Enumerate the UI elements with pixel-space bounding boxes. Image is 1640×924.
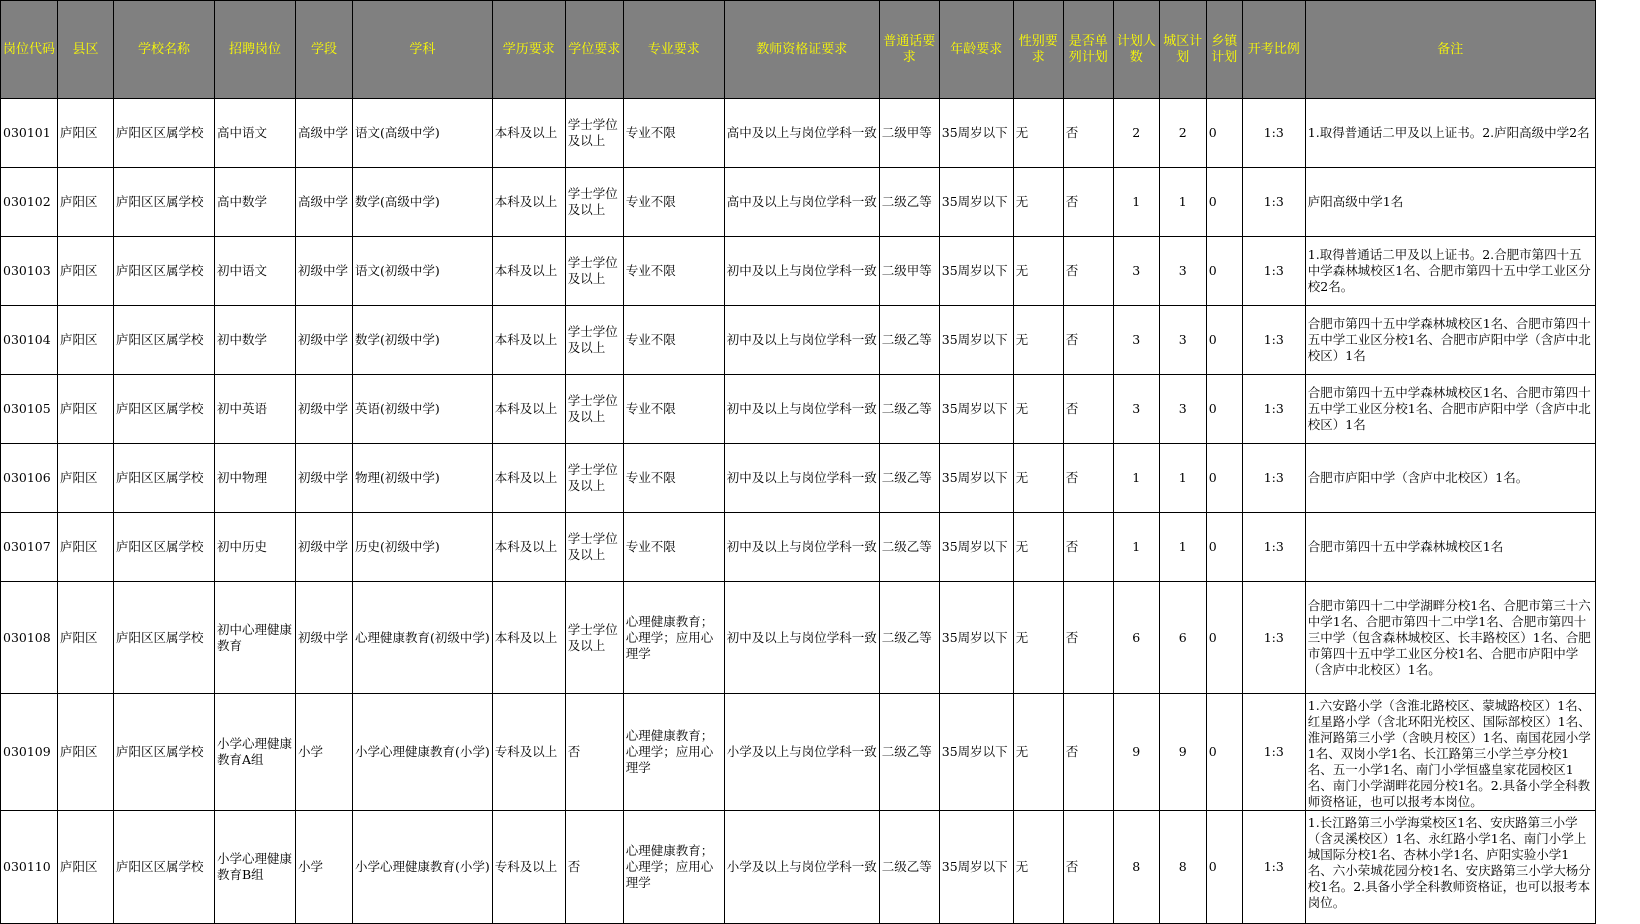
- cell-major: 专业不限: [623, 237, 724, 306]
- cell-school: 庐阳区区属学校: [114, 811, 215, 924]
- header-cell: 学历要求: [492, 1, 565, 99]
- cell-exam-ratio: 1:3: [1242, 99, 1305, 168]
- cell-separate-plan: 否: [1063, 513, 1113, 582]
- cell-degree: 否: [565, 811, 623, 924]
- cell-gender: 无: [1013, 513, 1063, 582]
- cell-stage: 小学: [296, 811, 353, 924]
- cell-degree: 否: [565, 694, 623, 811]
- cell-education: 本科及以上: [492, 237, 565, 306]
- cell-subject: 小学心理健康教育(小学): [353, 694, 493, 811]
- cell-education: 本科及以上: [492, 99, 565, 168]
- cell-certificate: 高中及以上与岗位学科一致: [724, 168, 879, 237]
- cell-position: 初中物理: [215, 444, 296, 513]
- cell-major: 专业不限: [623, 444, 724, 513]
- header-cell: 性别要求: [1013, 1, 1063, 99]
- header-cell: 专业要求: [623, 1, 724, 99]
- cell-subject: 历史(初级中学): [353, 513, 493, 582]
- cell-degree: 学士学位及以上: [565, 444, 623, 513]
- cell-remarks: 合肥市第四十五中学森林城校区1名: [1305, 513, 1595, 582]
- cell-plan-count: 3: [1113, 237, 1159, 306]
- cell-remarks: 庐阳高级中学1名: [1305, 168, 1595, 237]
- cell-exam-ratio: 1:3: [1242, 444, 1305, 513]
- cell-code: 030108: [1, 582, 58, 694]
- cell-subject: 英语(初级中学): [353, 375, 493, 444]
- cell-exam-ratio: 1:3: [1242, 237, 1305, 306]
- cell-major: 心理健康教育；心理学；应用心理学: [623, 811, 724, 924]
- cell-major: 专业不限: [623, 168, 724, 237]
- cell-age: 35周岁以下: [939, 811, 1013, 924]
- cell-remarks: 1.取得普通话二甲及以上证书。2.庐阳高级中学2名: [1305, 99, 1595, 168]
- cell-age: 35周岁以下: [939, 444, 1013, 513]
- cell-district: 庐阳区: [58, 99, 114, 168]
- cell-subject: 小学心理健康教育(小学): [353, 811, 493, 924]
- table-row: [1, 99, 1596, 168]
- cell-plan-count: 9: [1113, 694, 1159, 811]
- cell-subject: 语文(高级中学): [353, 99, 493, 168]
- cell-major: 心理健康教育；心理学；应用心理学: [623, 694, 724, 811]
- cell-exam-ratio: 1:3: [1242, 168, 1305, 237]
- cell-plan-count: 2: [1113, 99, 1159, 168]
- cell-township-plan: 0: [1206, 237, 1242, 306]
- table-row: [1, 694, 1596, 811]
- cell-code: 030103: [1, 237, 58, 306]
- cell-township-plan: 0: [1206, 306, 1242, 375]
- cell-education: 本科及以上: [492, 444, 565, 513]
- cell-remarks: 1.取得普通话二甲及以上证书。2.合肥市第四十五中学森林城校区1名、合肥市第四十五中学工业区分校2名。: [1305, 237, 1595, 306]
- cell-gender: 无: [1013, 694, 1063, 811]
- cell-school: 庐阳区区属学校: [114, 694, 215, 811]
- cell-stage: 初级中学: [296, 306, 353, 375]
- table-row: [1, 237, 1596, 306]
- cell-plan-count: 8: [1113, 811, 1159, 924]
- cell-district: 庐阳区: [58, 375, 114, 444]
- cell-gender: 无: [1013, 99, 1063, 168]
- cell-education: 本科及以上: [492, 375, 565, 444]
- cell-urban-plan: 3: [1159, 237, 1206, 306]
- table-row: [1, 811, 1596, 924]
- cell-district: 庐阳区: [58, 168, 114, 237]
- cell-district: 庐阳区: [58, 811, 114, 924]
- cell-separate-plan: 否: [1063, 811, 1113, 924]
- header-cell: 开考比例: [1242, 1, 1305, 99]
- cell-gender: 无: [1013, 306, 1063, 375]
- cell-urban-plan: 1: [1159, 513, 1206, 582]
- header-cell: 计划人数: [1113, 1, 1159, 99]
- cell-mandarin: 二级乙等: [879, 375, 939, 444]
- cell-district: 庐阳区: [58, 444, 114, 513]
- cell-stage: 高级中学: [296, 99, 353, 168]
- cell-separate-plan: 否: [1063, 582, 1113, 694]
- cell-school: 庐阳区区属学校: [114, 375, 215, 444]
- cell-degree: 学士学位及以上: [565, 99, 623, 168]
- cell-subject: 物理(初级中学): [353, 444, 493, 513]
- cell-mandarin: 二级乙等: [879, 513, 939, 582]
- cell-school: 庐阳区区属学校: [114, 306, 215, 375]
- cell-plan-count: 3: [1113, 375, 1159, 444]
- header-cell: 城区计划: [1159, 1, 1206, 99]
- cell-age: 35周岁以下: [939, 582, 1013, 694]
- cell-degree: 学士学位及以上: [565, 513, 623, 582]
- cell-certificate: 初中及以上与岗位学科一致: [724, 306, 879, 375]
- cell-separate-plan: 否: [1063, 375, 1113, 444]
- cell-district: 庐阳区: [58, 513, 114, 582]
- header-cell: 学段: [296, 1, 353, 99]
- cell-position: 高中数学: [215, 168, 296, 237]
- cell-mandarin: 二级甲等: [879, 99, 939, 168]
- cell-position: 初中语文: [215, 237, 296, 306]
- header-cell: 学科: [353, 1, 493, 99]
- cell-separate-plan: 否: [1063, 99, 1113, 168]
- cell-urban-plan: 6: [1159, 582, 1206, 694]
- cell-urban-plan: 3: [1159, 375, 1206, 444]
- cell-major: 专业不限: [623, 513, 724, 582]
- cell-stage: 初级中学: [296, 582, 353, 694]
- cell-mandarin: 二级乙等: [879, 694, 939, 811]
- cell-exam-ratio: 1:3: [1242, 375, 1305, 444]
- cell-district: 庐阳区: [58, 694, 114, 811]
- cell-separate-plan: 否: [1063, 694, 1113, 811]
- header-cell: 是否单列计划: [1063, 1, 1113, 99]
- cell-position: 初中数学: [215, 306, 296, 375]
- cell-stage: 高级中学: [296, 168, 353, 237]
- cell-education: 专科及以上: [492, 694, 565, 811]
- cell-plan-count: 6: [1113, 582, 1159, 694]
- cell-education: 本科及以上: [492, 168, 565, 237]
- table-row: [1, 444, 1596, 513]
- cell-position: 高中语文: [215, 99, 296, 168]
- cell-position: 初中历史: [215, 513, 296, 582]
- cell-code: 030110: [1, 811, 58, 924]
- cell-subject: 数学(高级中学): [353, 168, 493, 237]
- cell-age: 35周岁以下: [939, 168, 1013, 237]
- cell-separate-plan: 否: [1063, 444, 1113, 513]
- header-cell: 招聘岗位: [215, 1, 296, 99]
- cell-school: 庐阳区区属学校: [114, 237, 215, 306]
- cell-certificate: 高中及以上与岗位学科一致: [724, 99, 879, 168]
- cell-mandarin: 二级乙等: [879, 582, 939, 694]
- cell-gender: 无: [1013, 444, 1063, 513]
- cell-certificate: 初中及以上与岗位学科一致: [724, 513, 879, 582]
- cell-education: 本科及以上: [492, 582, 565, 694]
- cell-major: 专业不限: [623, 99, 724, 168]
- cell-mandarin: 二级乙等: [879, 811, 939, 924]
- cell-plan-count: 3: [1113, 306, 1159, 375]
- cell-township-plan: 0: [1206, 694, 1242, 811]
- cell-subject: 语文(初级中学): [353, 237, 493, 306]
- header-cell: 学校名称: [114, 1, 215, 99]
- cell-remarks: 合肥市第四十五中学森林城校区1名、合肥市第四十五中学工业区分校1名、合肥市庐阳中学（含庐中北校区）1名: [1305, 306, 1595, 375]
- cell-urban-plan: 1: [1159, 168, 1206, 237]
- cell-mandarin: 二级甲等: [879, 237, 939, 306]
- header-cell: 教师资格证要求: [724, 1, 879, 99]
- cell-separate-plan: 否: [1063, 237, 1113, 306]
- cell-exam-ratio: 1:3: [1242, 811, 1305, 924]
- cell-certificate: 初中及以上与岗位学科一致: [724, 582, 879, 694]
- header-cell: 备注: [1305, 1, 1595, 99]
- cell-plan-count: 1: [1113, 513, 1159, 582]
- cell-degree: 学士学位及以上: [565, 306, 623, 375]
- cell-school: 庐阳区区属学校: [114, 513, 215, 582]
- cell-code: 030107: [1, 513, 58, 582]
- cell-exam-ratio: 1:3: [1242, 513, 1305, 582]
- cell-gender: 无: [1013, 168, 1063, 237]
- cell-school: 庐阳区区属学校: [114, 444, 215, 513]
- cell-degree: 学士学位及以上: [565, 375, 623, 444]
- cell-gender: 无: [1013, 237, 1063, 306]
- cell-separate-plan: 否: [1063, 306, 1113, 375]
- cell-position: 小学心理健康教育B组: [215, 811, 296, 924]
- cell-major: 心理健康教育；心理学；应用心理学: [623, 582, 724, 694]
- cell-township-plan: 0: [1206, 513, 1242, 582]
- cell-education: 本科及以上: [492, 513, 565, 582]
- cell-age: 35周岁以下: [939, 513, 1013, 582]
- cell-exam-ratio: 1:3: [1242, 582, 1305, 694]
- cell-stage: 初级中学: [296, 237, 353, 306]
- cell-school: 庐阳区区属学校: [114, 99, 215, 168]
- cell-township-plan: 0: [1206, 582, 1242, 694]
- cell-certificate: 初中及以上与岗位学科一致: [724, 237, 879, 306]
- cell-district: 庐阳区: [58, 237, 114, 306]
- cell-mandarin: 二级乙等: [879, 306, 939, 375]
- cell-township-plan: 0: [1206, 444, 1242, 513]
- header-cell: 乡镇计划: [1206, 1, 1242, 99]
- cell-gender: 无: [1013, 582, 1063, 694]
- cell-code: 030102: [1, 168, 58, 237]
- cell-school: 庐阳区区属学校: [114, 168, 215, 237]
- cell-gender: 无: [1013, 375, 1063, 444]
- header-cell: 岗位代码: [1, 1, 58, 99]
- cell-remarks: 1.六安路小学（含淮北路校区、蒙城路校区）1名、红星路小学（含北环阳光校区、国际部校区）1名、淮河路第三小学（含映月校区）1名、南国花园小学1名、双岗小学1名、长江路第三小学兰亭分校1名、五一小学1名、南门小学恒盛皇家花园校区1名、南门小学湖畔花园分校1名。2.具备小学全科教师资格证，也可以报考本岗位。: [1305, 694, 1595, 811]
- cell-education: 本科及以上: [492, 306, 565, 375]
- cell-district: 庐阳区: [58, 306, 114, 375]
- cell-major: 专业不限: [623, 375, 724, 444]
- cell-remarks: 合肥市庐阳中学（含庐中北校区）1名。: [1305, 444, 1595, 513]
- cell-code: 030104: [1, 306, 58, 375]
- cell-code: 030101: [1, 99, 58, 168]
- cell-urban-plan: 3: [1159, 306, 1206, 375]
- cell-certificate: 初中及以上与岗位学科一致: [724, 444, 879, 513]
- header-cell: 学位要求: [565, 1, 623, 99]
- cell-code: 030109: [1, 694, 58, 811]
- cell-age: 35周岁以下: [939, 99, 1013, 168]
- header-row: [1, 1, 1596, 99]
- cell-urban-plan: 1: [1159, 444, 1206, 513]
- cell-exam-ratio: 1:3: [1242, 694, 1305, 811]
- cell-degree: 学士学位及以上: [565, 168, 623, 237]
- header-cell: 县区: [58, 1, 114, 99]
- cell-district: 庐阳区: [58, 582, 114, 694]
- cell-separate-plan: 否: [1063, 168, 1113, 237]
- header-cell: 普通话要求: [879, 1, 939, 99]
- cell-age: 35周岁以下: [939, 694, 1013, 811]
- cell-urban-plan: 8: [1159, 811, 1206, 924]
- cell-stage: 初级中学: [296, 375, 353, 444]
- cell-stage: 初级中学: [296, 513, 353, 582]
- cell-major: 专业不限: [623, 306, 724, 375]
- cell-certificate: 小学及以上与岗位学科一致: [724, 694, 879, 811]
- cell-degree: 学士学位及以上: [565, 237, 623, 306]
- cell-plan-count: 1: [1113, 444, 1159, 513]
- cell-age: 35周岁以下: [939, 237, 1013, 306]
- cell-degree: 学士学位及以上: [565, 582, 623, 694]
- cell-certificate: 小学及以上与岗位学科一致: [724, 811, 879, 924]
- cell-age: 35周岁以下: [939, 375, 1013, 444]
- cell-position: 初中心理健康教育: [215, 582, 296, 694]
- table-row: [1, 168, 1596, 237]
- cell-gender: 无: [1013, 811, 1063, 924]
- cell-township-plan: 0: [1206, 811, 1242, 924]
- cell-stage: 初级中学: [296, 444, 353, 513]
- cell-urban-plan: 9: [1159, 694, 1206, 811]
- cell-exam-ratio: 1:3: [1242, 306, 1305, 375]
- cell-remarks: 合肥市第四十五中学森林城校区1名、合肥市第四十五中学工业区分校1名、合肥市庐阳中学（含庐中北校区）1名: [1305, 375, 1595, 444]
- table-row: [1, 375, 1596, 444]
- cell-remarks: 合肥市第四十二中学湖畔分校1名、合肥市第三十六中学1名、合肥市第四十二中学1名、合肥市第四十三中学（包含森林城校区、长丰路校区）1名、合肥市第四十五中学工业区分校1名、合肥市庐阳中学（含庐中北校区）1名。: [1305, 582, 1595, 694]
- cell-township-plan: 0: [1206, 375, 1242, 444]
- cell-stage: 小学: [296, 694, 353, 811]
- cell-urban-plan: 2: [1159, 99, 1206, 168]
- cell-code: 030105: [1, 375, 58, 444]
- cell-education: 专科及以上: [492, 811, 565, 924]
- cell-plan-count: 1: [1113, 168, 1159, 237]
- cell-mandarin: 二级乙等: [879, 444, 939, 513]
- cell-subject: 心理健康教育(初级中学): [353, 582, 493, 694]
- table-row: [1, 582, 1596, 694]
- cell-position: 初中英语: [215, 375, 296, 444]
- cell-township-plan: 0: [1206, 168, 1242, 237]
- table-row: [1, 306, 1596, 375]
- cell-school: 庐阳区区属学校: [114, 582, 215, 694]
- cell-code: 030106: [1, 444, 58, 513]
- cell-subject: 数学(初级中学): [353, 306, 493, 375]
- table-row: [1, 513, 1596, 582]
- cell-age: 35周岁以下: [939, 306, 1013, 375]
- cell-township-plan: 0: [1206, 99, 1242, 168]
- cell-remarks: 1.长江路第三小学海棠校区1名、安庆路第三小学（含灵溪校区）1名、永红路小学1名、南门小学上城国际分校1名、杏林小学1名、庐阳实验小学1名、六小荣城花园分校1名、安庆路第三小学大杨分校1名。2.具备小学全科教师资格证，也可以报考本岗位。: [1305, 811, 1595, 924]
- cell-mandarin: 二级乙等: [879, 168, 939, 237]
- header-cell: 年龄要求: [939, 1, 1013, 99]
- cell-position: 小学心理健康教育A组: [215, 694, 296, 811]
- cell-certificate: 初中及以上与岗位学科一致: [724, 375, 879, 444]
